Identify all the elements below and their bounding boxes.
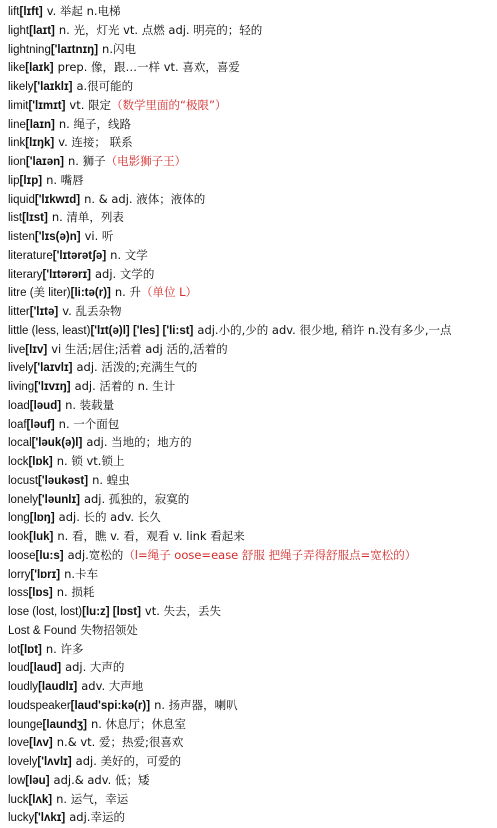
entry-definition: v. 举起 n.电梯	[46, 4, 121, 18]
entry-phonetic: [ləud]	[29, 399, 62, 412]
entry-word: listen	[8, 231, 35, 243]
entry-phonetic: ['lɪs(ə)n]	[34, 231, 81, 243]
entry-definition: adv. 大声地	[81, 679, 144, 693]
vocab-entry	[8, 171, 497, 190]
vocab-entry	[8, 2, 497, 21]
entry-word: load	[8, 399, 30, 412]
entry-phonetic: [lɪst]	[22, 212, 48, 225]
entry-definition: n. 装载量	[65, 397, 115, 412]
entry-phonetic: [laudlɪ]	[38, 681, 78, 693]
entry-phonetic: [ləu]	[25, 774, 50, 787]
entry-definition: n. 绳子，线路	[58, 116, 131, 131]
entry-definition: adj.小的,少的 adv. 很少地, 稍许 n.没有多少,一点	[197, 322, 452, 337]
entry-note: （l=绳子 oose=ease 舒服 把绳子弄得舒服点=宽松的）	[123, 547, 417, 562]
entry-word: lovely	[8, 756, 38, 768]
vocab-entry	[8, 396, 497, 415]
vocab-entry	[8, 640, 497, 659]
entry-definition: n.& vt. 爱；热爱;很喜欢	[56, 735, 184, 750]
entry-phonetic: [lɪŋk]	[25, 137, 55, 150]
entry-word: litre (美 liter)	[8, 287, 71, 300]
entry-phonetic: ['laɪtnɪŋ]	[50, 43, 99, 56]
entry-definition: n. 狮子	[67, 154, 106, 168]
entry-phonetic: ['lɪtərərɪ]	[42, 268, 91, 281]
vocab-entry	[8, 40, 497, 59]
entry-definition: n. 扬声器，喇叭	[154, 697, 238, 712]
entry-definition: adj.宽松的	[67, 547, 124, 562]
entry-phonetic: ['ləukəst]	[38, 474, 89, 487]
entry-phonetic: ['lɪt(ə)l] ['les] ['li:st]	[90, 324, 194, 337]
vocab-entry	[8, 546, 497, 565]
entry-note: （单位 L）	[140, 285, 198, 300]
entry-word: link	[8, 137, 26, 150]
vocab-entry	[8, 658, 497, 677]
entry-phonetic: [laundʒ]	[42, 718, 87, 731]
entry-word: liquid	[8, 193, 35, 206]
entry-definition: prep. 像，跟…一样 vt. 喜欢，喜爱	[57, 60, 240, 75]
vocab-entry	[8, 452, 497, 471]
vocab-entry	[8, 490, 497, 509]
vocab-entry	[8, 715, 497, 734]
vocab-entry	[8, 246, 497, 265]
entry-word: locust	[8, 474, 39, 487]
entry-word: likely	[8, 81, 34, 93]
vocab-entry	[8, 152, 497, 171]
entry-definition: n.卡车	[64, 566, 99, 581]
entry-word: loudly	[8, 681, 39, 693]
vocab-entry	[8, 733, 497, 752]
entry-definition: adj. 大声的	[65, 660, 125, 675]
entry-phonetic: ['ləunlɪ]	[38, 493, 80, 506]
entry-definition: n. 升	[114, 285, 141, 300]
entry-word: light	[8, 24, 30, 37]
entry-definition: n. 一个面包	[58, 416, 120, 431]
entry-definition: n. 锁 vt.锁上	[56, 454, 125, 468]
vocab-entry	[8, 227, 497, 246]
entry-definition: adj. 当地的；地方的	[86, 435, 192, 450]
entry-phonetic: ['ləuk(ə)l]	[31, 437, 83, 450]
vocab-entry	[8, 415, 497, 434]
entry-phonetic: ['lɪvɪŋ]	[34, 381, 71, 393]
entry-word: lounge	[8, 718, 43, 731]
entry-definition: n. 损耗	[56, 585, 95, 600]
entry-word: live	[8, 343, 26, 356]
entry-phonetic: ['lɪmɪt]	[28, 99, 66, 112]
entry-word: litter	[8, 306, 30, 318]
vocab-entry	[8, 565, 497, 584]
vocab-entry	[8, 58, 497, 77]
entry-phonetic: ['lɪtə]	[29, 306, 59, 318]
vocab-entry	[8, 133, 497, 152]
entry-definition: vt. 限定	[69, 97, 112, 112]
entry-phonetic: [lɒt]	[20, 643, 42, 656]
vocab-entry	[8, 208, 497, 227]
entry-word: literature	[8, 249, 53, 262]
entry-phonetic: [lɪv]	[25, 343, 48, 356]
entry-word: line	[8, 118, 26, 131]
vocab-entry	[8, 283, 497, 302]
entry-word: lose (lost, lost)	[8, 606, 83, 618]
entry-word: lock	[8, 456, 29, 468]
entry-word: lion	[8, 156, 26, 168]
entry-word: loud	[8, 662, 30, 675]
entry-definition: adj. 孤独的，寂寞的	[83, 491, 190, 506]
entry-definition: adj. 美好的，可爱的	[75, 754, 182, 768]
entry-definition: n. 休息厅；休息室	[90, 716, 187, 731]
entry-phonetic: [lʌv]	[29, 737, 53, 750]
entry-definition: v. 连接； 联系	[58, 135, 133, 150]
entry-phonetic: ['lɪkwɪd]	[34, 193, 81, 206]
vocab-entry	[8, 358, 497, 377]
entry-phonetic: ['lɪtərətʃə]	[52, 249, 107, 262]
entry-definition: adj. 长的 adv. 长久	[58, 510, 161, 525]
entry-phonetic: [lɒs]	[28, 587, 53, 600]
vocab-entry	[8, 752, 497, 771]
vocab-entry	[8, 21, 497, 40]
entry-word: look	[8, 531, 30, 543]
entry-word: lorry	[8, 568, 31, 581]
entry-phonetic: [lɪft]	[19, 6, 43, 18]
entry-phonetic: ['laɪən]	[25, 156, 64, 168]
entry-word: long	[8, 512, 30, 525]
entry-phonetic: ['lʌvlɪ]	[37, 756, 72, 768]
vocabulary-list	[8, 2, 497, 827]
entry-phonetic: [laud]	[29, 662, 62, 675]
entry-phonetic: [laud'spi:kə(r)]	[70, 699, 151, 712]
entry-word: lot	[8, 643, 21, 656]
vocab-entry	[8, 790, 497, 809]
entry-word: loudspeaker	[8, 699, 71, 712]
vocab-entry	[8, 321, 497, 340]
entry-definition: n. 文学	[110, 247, 148, 262]
entry-word: love	[8, 737, 30, 750]
entry-definition: n. 看，瞧 v. 看，观看 v. link 看起来	[57, 529, 245, 543]
vocab-entry	[8, 433, 497, 452]
entry-word: little (less, least)	[8, 324, 91, 337]
entry-definition: adj. 文学的	[95, 266, 155, 281]
entry-phonetic: ['lʌkɪ]	[34, 812, 66, 825]
entry-word: luck	[8, 793, 29, 806]
entry-phonetic: [lɒk]	[28, 456, 53, 468]
vocab-entry	[8, 377, 497, 396]
entry-word: living	[8, 381, 35, 393]
entry-definition: adj. 活着的 n. 生计	[74, 379, 176, 393]
entry-word: loose	[8, 549, 36, 562]
entry-definition: n. 光，灯光 vt. 点燃 adj. 明亮的；轻的	[58, 22, 263, 37]
entry-definition: n. 运气，幸运	[56, 791, 129, 806]
entry-phonetic: ['laɪklɪ]	[33, 81, 73, 93]
entry-phonetic: ['lɒrɪ]	[30, 568, 61, 581]
entry-definition: 失物招领处	[80, 622, 138, 637]
vocab-entry	[8, 771, 497, 790]
entry-definition: n. 清单，列表	[51, 210, 124, 225]
entry-word: limit	[8, 99, 29, 112]
entry-definition: v. 乱丢杂物	[62, 304, 122, 318]
entry-word: lightning	[8, 43, 51, 56]
entry-phonetic: [laɪn]	[25, 118, 55, 131]
vocab-entry	[8, 340, 497, 359]
vocab-entry	[8, 583, 497, 602]
entry-word: loss	[8, 587, 29, 600]
vocab-entry	[8, 677, 497, 696]
entry-definition: adj.幸运的	[69, 810, 125, 825]
vocab-entry	[8, 77, 497, 96]
entry-word: list	[8, 212, 23, 225]
entry-word: like	[8, 62, 26, 75]
entry-word: lively	[8, 362, 34, 375]
entry-note: （数学里面的“极限”）	[111, 97, 227, 112]
vocab-entry	[8, 621, 497, 640]
entry-phonetic: [lʌk]	[28, 793, 53, 806]
entry-word: literary	[8, 268, 43, 281]
entry-phonetic: [lɪp]	[19, 174, 43, 187]
entry-definition: a.很可能的	[76, 79, 134, 93]
entry-definition: adj.& adv. 低；矮	[53, 772, 150, 787]
vocab-entry	[8, 696, 497, 715]
entry-definition: vi. 听	[84, 229, 114, 243]
vocab-entry	[8, 265, 497, 284]
entry-note: （电影狮子王）	[105, 154, 187, 168]
entry-word: loaf	[8, 418, 27, 431]
vocab-entry	[8, 190, 497, 209]
entry-phonetic: [lɒŋ]	[29, 512, 55, 525]
vocab-entry	[8, 115, 497, 134]
entry-phonetic: [laɪt]	[29, 24, 55, 37]
entry-phonetic: [lu:s]	[35, 549, 64, 562]
entry-phonetic: ['laɪvlɪ]	[33, 362, 73, 375]
vocab-entry	[8, 808, 497, 827]
entry-word: lift	[8, 6, 20, 18]
entry-word: local	[8, 437, 32, 450]
entry-definition: vi 生活;居住;活着 adj 活的,活着的	[51, 341, 228, 356]
entry-definition: n.闪电	[102, 41, 136, 56]
vocab-entry	[8, 302, 497, 321]
entry-word: lip	[8, 174, 20, 187]
entry-word: lonely	[8, 493, 39, 506]
entry-phonetic: [lu:z] [lɒst]	[82, 606, 141, 618]
entry-word: Lost & Found	[8, 624, 77, 637]
entry-definition: n. & adj. 液体；液体的	[84, 191, 206, 206]
vocab-entry	[8, 527, 497, 546]
entry-phonetic: [laɪk]	[25, 62, 54, 75]
entry-definition: n. 嘴唇	[46, 172, 84, 187]
entry-definition: n. 蝗虫	[92, 472, 130, 487]
entry-word: lucky	[8, 812, 35, 825]
entry-phonetic: [luk]	[29, 531, 54, 543]
entry-definition: n. 许多	[45, 641, 84, 656]
entry-definition: vt. 失去，丢失	[144, 604, 222, 618]
vocab-entry	[8, 96, 497, 115]
entry-definition: adj. 活泼的;充满生气的	[76, 360, 198, 375]
vocab-entry	[8, 508, 497, 527]
entry-phonetic: [ləuf]	[26, 418, 55, 431]
entry-phonetic: [li:tə(r)]	[70, 287, 111, 300]
entry-word: low	[8, 774, 26, 787]
vocab-entry	[8, 471, 497, 490]
vocab-entry	[8, 602, 497, 621]
